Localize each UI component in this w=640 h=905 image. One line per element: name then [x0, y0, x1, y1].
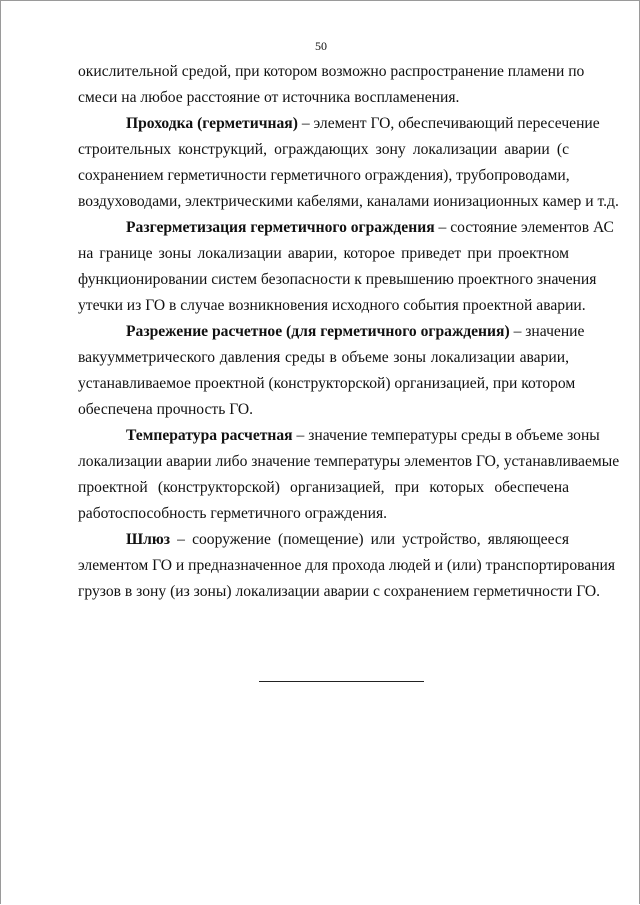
text-line: [78, 345, 569, 371]
text-line: [78, 241, 569, 267]
line-text: локализации аварии либо значение температуры элементов ГО, устанавливаемые: [78, 453, 620, 470]
text-line: [78, 189, 619, 215]
defined-term: Проходка (герметичная): [126, 115, 298, 132]
text-line: [78, 111, 600, 137]
text-line: [78, 501, 569, 527]
text-line: [78, 319, 585, 345]
line-text: – значение: [509, 323, 585, 340]
paragraph: [78, 527, 616, 605]
text-line: [78, 215, 614, 241]
line-text: вакуумметрического давления среды в объеме зоны локализации аварии,: [78, 349, 569, 366]
text-line: [78, 553, 616, 579]
line-text: – сооружение (помещение) или устройство, являющееся: [170, 531, 569, 548]
page-number: 50: [315, 39, 327, 53]
defined-term: Шлюз: [126, 531, 171, 548]
text-line: [78, 449, 620, 475]
text-line: [78, 423, 600, 449]
line-text: сохранением герметичности герметичного ограждения), трубопроводами,: [78, 167, 570, 184]
text-line: [78, 137, 569, 163]
line-text: – состояние элементов АС: [434, 219, 614, 236]
line-text: – элемент ГО, обеспечивающий пересечение: [297, 115, 600, 132]
paragraph: [78, 215, 614, 319]
text-line: [78, 267, 597, 293]
defined-term: Разрежение расчетное (для герметичного ограждения): [126, 323, 510, 340]
text-line: [78, 163, 569, 189]
document-body: [78, 59, 620, 605]
line-text: грузов в зону (из зоны) локализации аварии с сохранением герметичности ГО.: [78, 583, 601, 600]
line-text: на границе зоны локализации аварии, которое приведет при проектном: [78, 245, 569, 262]
text-line: [78, 85, 569, 111]
text-line: [78, 293, 586, 319]
text-line: [78, 527, 569, 553]
line-text: воздуховодами, электрическими кабелями, каналами ионизационных камер и т.д.: [78, 193, 619, 210]
defined-term: Разгерметизация герметичного ограждения: [126, 219, 435, 236]
paragraph: [78, 59, 585, 111]
line-text: обеспечена прочность ГО.: [78, 401, 254, 418]
line-text: смеси на любое расстояние от источника воспламенения.: [78, 89, 460, 106]
text-line: [78, 579, 601, 605]
paragraph: [78, 319, 585, 423]
line-text: – значение температуры среды в объеме зоны: [292, 427, 600, 444]
text-line: [78, 59, 585, 85]
text-line: [78, 397, 569, 423]
paragraph: [78, 423, 620, 527]
line-text: окислительной средой, при котором возможно распространение пламени по: [78, 63, 585, 80]
line-text: проектной (конструкторской) организацией, при которых обеспечена: [78, 479, 569, 496]
defined-term: Температура расчетная: [126, 427, 293, 444]
line-text: работоспособность герметичного ограждения.: [78, 505, 388, 522]
line-text: элементом ГО и предназначенное для прохода людей и (или) транспортирования: [78, 557, 616, 574]
line-text: строительных конструкций, ограждающих зону локализации аварии (с: [78, 141, 569, 158]
text-line: [78, 475, 569, 501]
separator-line: [259, 681, 424, 682]
line-text: утечки из ГО в случае возникновения исходного события проектной аварии.: [78, 297, 586, 314]
text-line: [78, 371, 576, 397]
line-text: устанавливаемое проектной (конструкторской) организацией, при котором: [78, 375, 576, 392]
paragraph: [78, 111, 619, 215]
line-text: функционировании систем безопасности к превышению проектного значения: [78, 271, 597, 288]
